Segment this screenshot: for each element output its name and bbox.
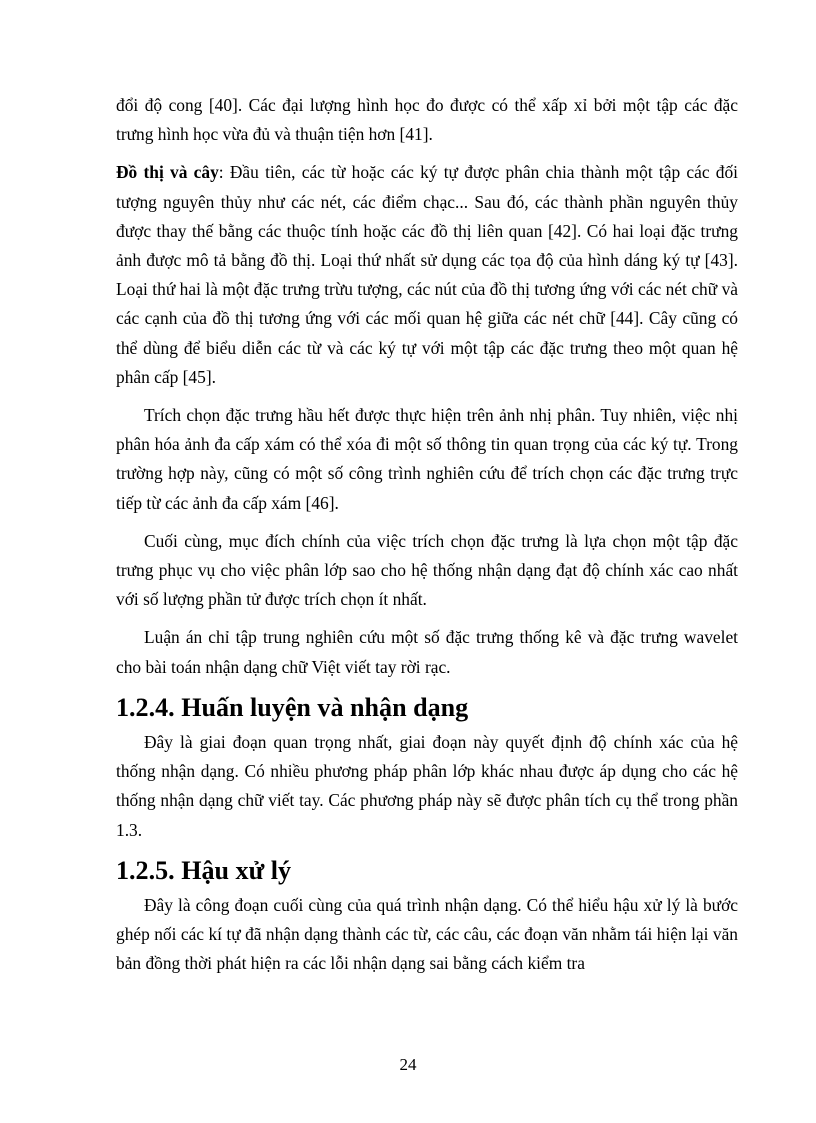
document-page <box>116 91 738 979</box>
section-heading-training-recognition: 1.2.4. Huấn luyện và nhận dạng <box>116 692 469 722</box>
page-number: 24 <box>399 1055 417 1074</box>
paragraph-graphs-trees <box>116 158 738 392</box>
paragraph-feature-selection-goal: Cuối cùng, mục đích chính của việc trích chọn đặc trưng là lựa chọn một tập đặc trưng phục vụ cho việc phân lớp sao cho hệ thống nhận dạng đạt độ chính xác cao nhất với số lượng phần tử được trích chọn ít nhất. <box>116 530 738 610</box>
paragraph-graphs-trees-body: : Đầu tiên, các từ hoặc các ký tự được phân chia thành một tập các đối tượng nguyên thủy như các nét, các điểm chạc... Sau đó, các thành phần nguyên thủy được thay thế bằng các thuộc tính hoặc các đồ thị liên quan [42]. Có hai loại đặc trưng ảnh được mô tả bằng đồ thị. Loại thứ nhất sử dụng các tọa độ của hình dáng ký tự [43]. Loại thứ hai là một đặc trưng trừu tượng, các nút của đồ thị tương ứng với các nét chữ và các cạnh của đồ thị tương ứng với các mối quan hệ giữa các nét chữ [44]. Cây cũng có thể dùng để biểu diễn các từ và các ký tự với một tập các đặc trưng theo một quan hệ phân cấp [45]. <box>116 162 739 387</box>
paragraph-binary-images: Trích chọn đặc trưng hầu hết được thực hiện trên ảnh nhị phân. Tuy nhiên, việc nhị phân hóa ảnh đa cấp xám có thể xóa đi một số thông tin quan trọng của các ký tự. Trong trường hợp này, cũng có một số công trình nghiên cứu để trích chọn các đặc trưng trực tiếp từ các ảnh đa cấp xám [46]. <box>116 405 738 513</box>
paragraph-thesis-scope: Luận án chỉ tập trung nghiên cứu một số đặc trưng thống kê và đặc trưng wavelet cho bài toán nhận dạng chữ Việt viết tay rời rạc. <box>116 627 738 677</box>
paragraph-lead-term: Đồ thị và cây <box>116 162 219 183</box>
section-heading-postprocessing: 1.2.5. Hậu xử lý <box>116 855 292 885</box>
paragraph-postprocessing: Đây là công đoạn cuối cùng của quá trình nhận dạng. Có thể hiểu hậu xử lý là bước ghép nối các kí tự đã nhận dạng thành các từ, các câu, các đoạn văn nhằm tái hiện lại văn bản đồng thời phát hiện ra các lỗi nhận dạng sai bằng cách kiểm tra <box>116 895 738 974</box>
paragraph-geometry-features: đổi độ cong [40]. Các đại lượng hình học đo được có thể xấp xỉ bởi một tập các đặc trưng hình học vừa đủ và thuận tiện hơn [41]. <box>116 95 738 145</box>
paragraph-training-recognition: Đây là giai đoạn quan trọng nhất, giai đoạn này quyết định độ chính xác của hệ thống nhận dạng. Có nhiều phương pháp phân lớp khác nhau được áp dụng cho các hệ thống nhận dạng chữ viết tay. Các phương pháp này sẽ được phân tích cụ thể trong phần 1.3. <box>116 732 738 840</box>
